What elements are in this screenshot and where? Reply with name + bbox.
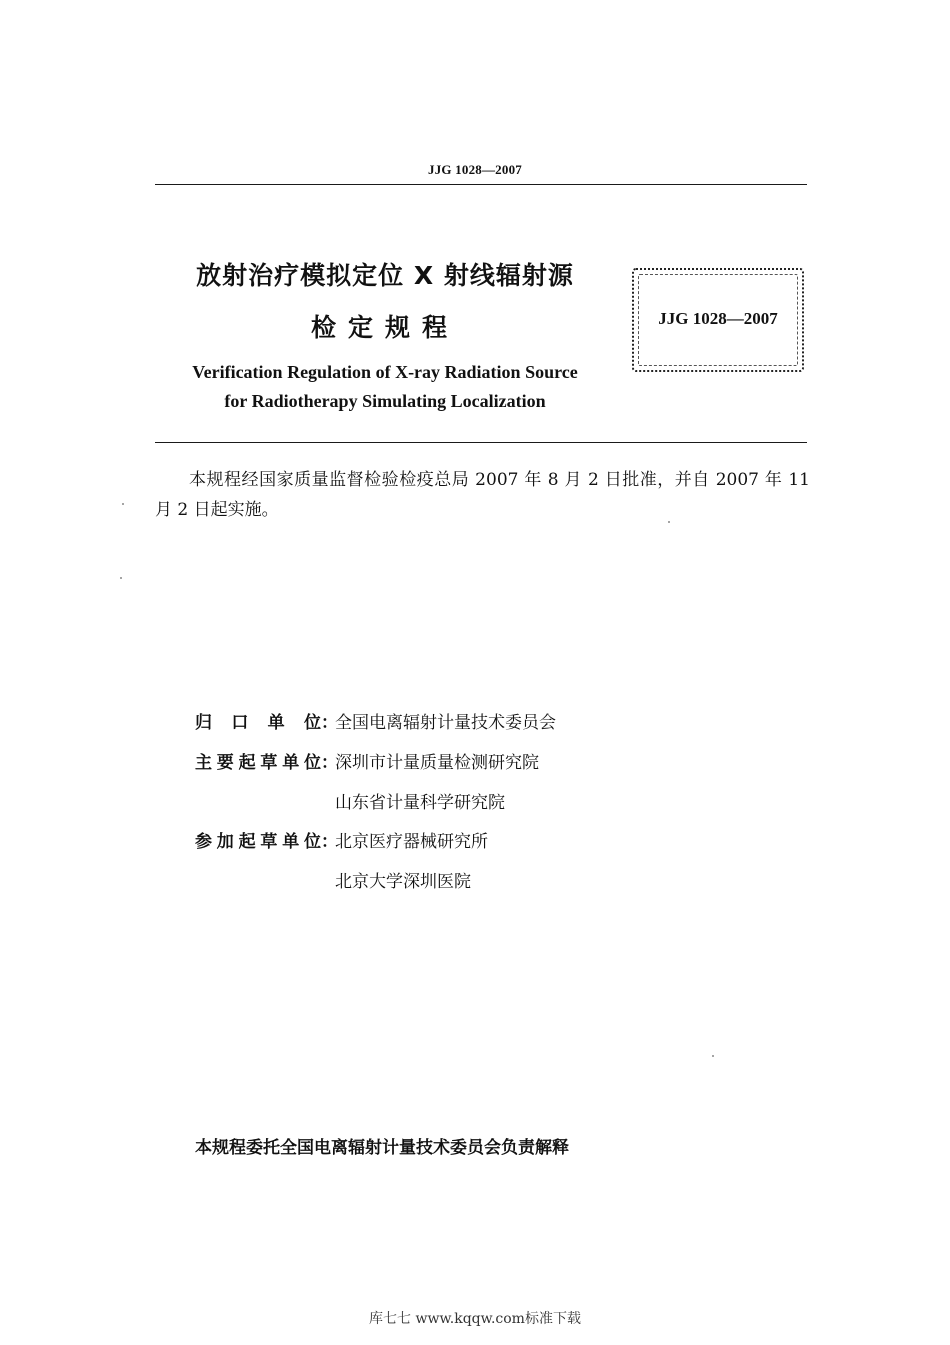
approval-statement: 本规程经国家质量监督检验检疫总局 2007 年 8 月 2 日批准，并自 2007 年 11 月 2 日起实施。 xyxy=(155,470,810,520)
title-english-line-2: for Radiotherapy Simulating Localization xyxy=(224,391,546,411)
label-colon: ： xyxy=(321,713,338,733)
participating-unit-value-1: 北京医疗器械研究所 xyxy=(335,832,488,852)
title-chinese-line-2: 检定规程 xyxy=(310,313,459,342)
scan-speck xyxy=(712,1055,714,1057)
title-chinese-line-1: 放射治疗模拟定位 X 射线辐射源 xyxy=(196,261,574,290)
participating-unit-value-2: 北京大学深圳医院 xyxy=(335,872,471,892)
scan-speck xyxy=(668,521,670,523)
header-rule xyxy=(155,184,807,185)
title-english-line-1: Verification Regulation of X-ray Radiation Source xyxy=(192,362,578,382)
participating-unit-label: 参 加 起 草 单 位 xyxy=(195,832,321,852)
main-drafting-unit-value-1: 深圳市计量质量检测研究院 xyxy=(335,753,539,773)
label-colon: ： xyxy=(321,832,338,852)
scan-speck xyxy=(120,577,122,579)
main-drafting-unit-label: 主 要 起 草 单 位 xyxy=(195,753,321,773)
responsible-unit-label: 归 口 单 位 xyxy=(195,713,321,733)
main-drafting-unit-value-2: 山东省计量科学研究院 xyxy=(335,793,505,813)
scan-speck xyxy=(122,503,124,505)
interpretation-note: 本规程委托全国电离辐射计量技术委员会负责解释 xyxy=(195,1138,569,1158)
watermark-text: 库七七 www.kqqw.com标准下载 xyxy=(369,1311,581,1327)
label-colon: ： xyxy=(321,753,338,773)
responsible-unit-value: 全国电离辐射计量技术委员会 xyxy=(335,713,556,733)
title-rule xyxy=(155,442,807,443)
standard-code-frame xyxy=(632,268,804,372)
framed-standard-code: JJG 1028—2007 xyxy=(658,309,778,328)
running-header-code: JJG 1028—2007 xyxy=(428,162,522,177)
